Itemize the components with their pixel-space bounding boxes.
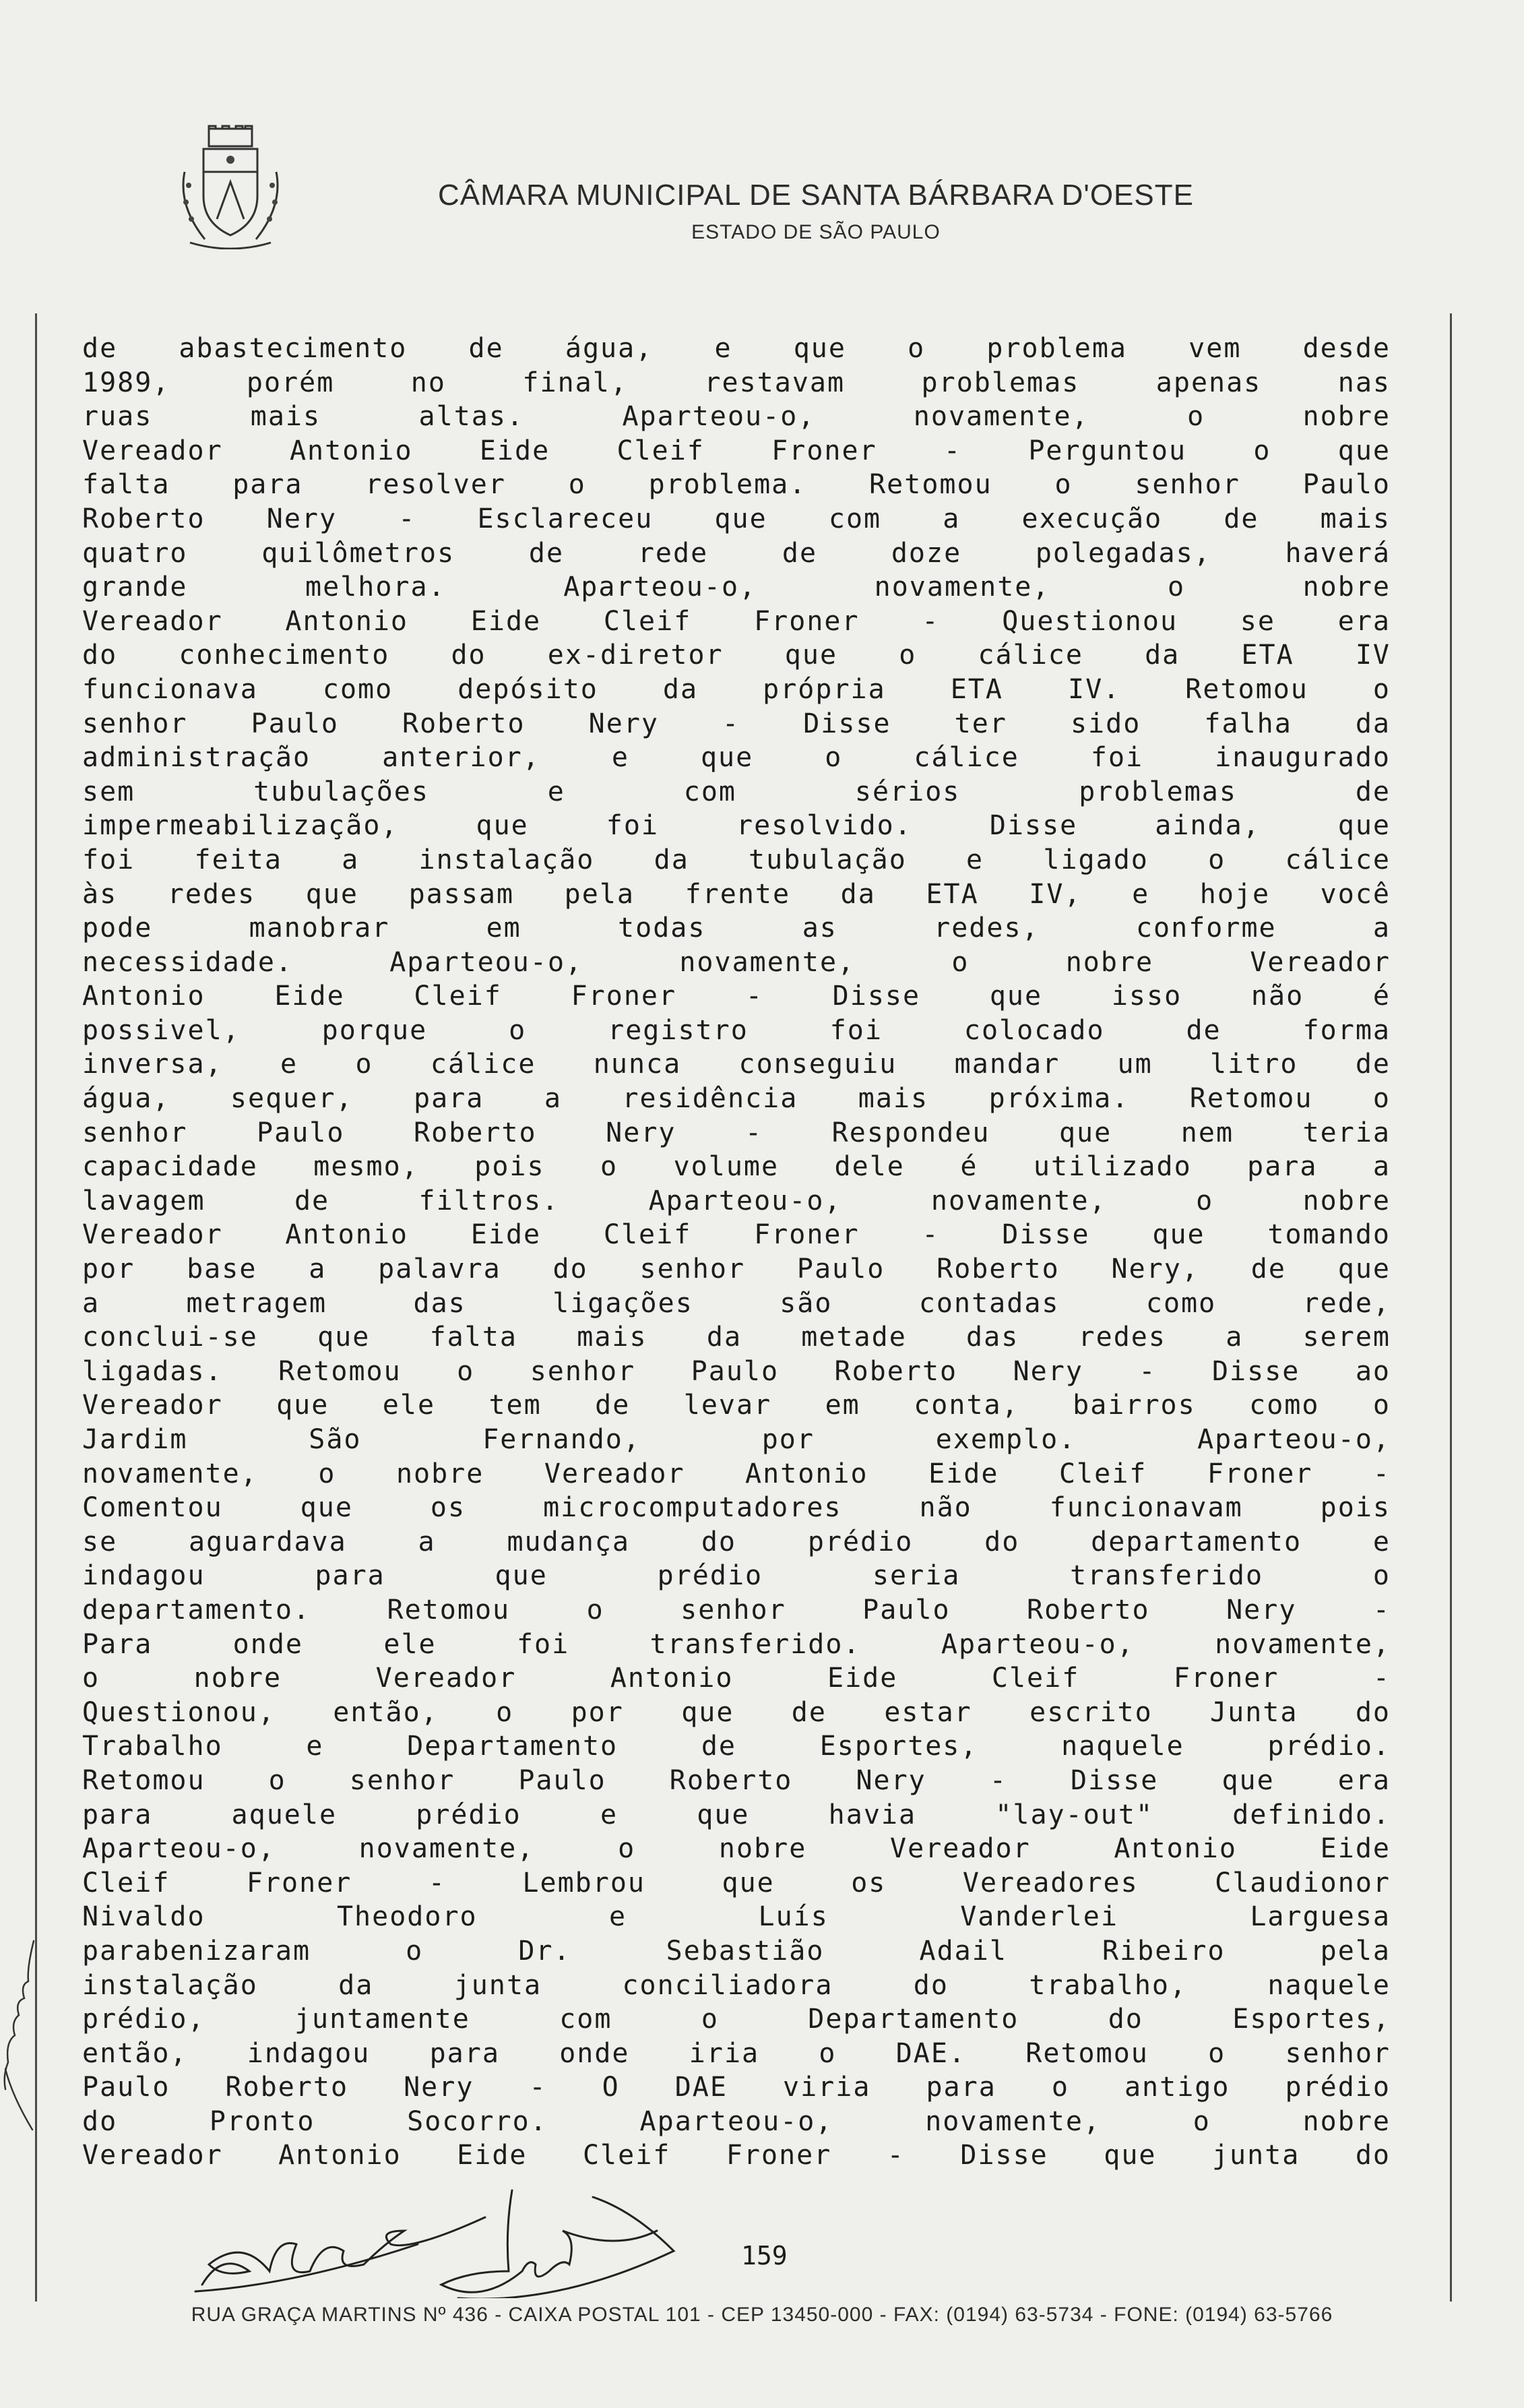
body-line: então, indagou para onde iria o DAE. Retomou o senhor xyxy=(82,2037,1391,2069)
body-line: conclui-se que falta mais da metade das redes a serem xyxy=(82,1322,1391,1353)
body-line: Jardim São Fernando, por exemplo. Aparteou-o, xyxy=(82,1424,1391,1455)
body-line: falta para resolver o problema. Retomou o senhor Paulo xyxy=(82,469,1391,501)
body-line: inversa, e o cálice nunca conseguiu mandar um litro de xyxy=(82,1049,1391,1080)
body-line: capacidade mesmo, pois o volume dele é utilizado para a xyxy=(82,1151,1391,1183)
body-line: prédio, juntamente com o Departamento do Esportes, xyxy=(82,2004,1391,2035)
state-name: ESTADO DE SÃO PAULO xyxy=(691,221,941,243)
body-line: ligadas. Retomou o senhor Paulo Roberto Nery - Disse ao xyxy=(82,1355,1391,1387)
body-line: Vereador Antonio Eide Cleif Froner - Questionou se era xyxy=(82,605,1391,637)
body-line: grande melhora. Aparteou-o, novamente, o nobre xyxy=(82,572,1391,603)
body-line: a metragem das ligações são contadas como rede, xyxy=(82,1287,1391,1319)
body-line: senhor Paulo Roberto Nery - Disse ter sido falha da xyxy=(82,708,1391,739)
body-line: do conhecimento do ex-diretor que o cálice da ETA IV xyxy=(82,640,1391,671)
body-line: 1989, porém no final, restavam problemas apenas nas xyxy=(82,367,1391,398)
body-line: Para onde ele foi transferido. Aparteou-o, novamente, xyxy=(82,1628,1391,1660)
body-line: pode manobrar em todas as redes, conforme a xyxy=(82,913,1391,944)
footer-address: RUA GRAÇA MARTINS Nº 436 - CAIXA POSTAL 101 - CEP 13450-000 - FAX: (0194) 63-5734 - FONE: (0194) 63-5766 xyxy=(191,2304,1333,2326)
body-line: necessidade. Aparteou-o, novamente, o nobre Vereador xyxy=(82,946,1391,978)
body-line: Paulo Roberto Nery - O DAE viria para o antigo prédio xyxy=(82,2072,1391,2103)
body-line: às redes que passam pela frente da ETA IV, e hoje você xyxy=(82,878,1391,910)
body-line: instalação da junta conciliadora do trabalho, naquele xyxy=(82,1969,1391,2001)
margin-initials-mark xyxy=(0,1934,40,2136)
institution-name: CÂMARA MUNICIPAL DE SANTA BÁRBARA D'OESTE xyxy=(438,179,1194,212)
body-line: senhor Paulo Roberto Nery - Respondeu que nem teria xyxy=(82,1117,1391,1148)
handwritten-signatures xyxy=(175,2177,728,2298)
body-line: Aparteou-o, novamente, o nobre Vereador Antonio Eide xyxy=(82,1833,1391,1865)
body-line: sem tubulações e com sérios problemas de xyxy=(82,776,1391,807)
body-line: ruas mais altas. Aparteou-o, novamente, o nobre xyxy=(82,401,1391,433)
body-line: se aguardava a mudança do prédio do departamento e xyxy=(82,1526,1391,1557)
body-line: Nivaldo Theodoro e Luís Vanderlei Larguesa xyxy=(82,1901,1391,1933)
body-line: Comentou que os microcomputadores não funcionavam pois xyxy=(82,1492,1391,1524)
body-line: Trabalho e Departamento de Esportes, naquele prédio. xyxy=(82,1731,1391,1762)
body-line: Vereador que ele tem de levar em conta, bairros como o xyxy=(82,1390,1391,1421)
body-line: foi feita a instalação da tubulação e ligado o cálice xyxy=(82,844,1391,875)
body-line: administração anterior, e que o cálice foi inaugurado xyxy=(82,742,1391,774)
body-line: Retomou o senhor Paulo Roberto Nery - Disse que era xyxy=(82,1764,1391,1796)
body-line: Roberto Nery - Esclareceu que com a execução de mais xyxy=(82,503,1391,534)
body-line: impermeabilização, que foi resolvido. Disse ainda, que xyxy=(82,810,1391,842)
body-line: para aquele prédio e que havia "lay-out" definido. xyxy=(82,1799,1391,1830)
body-line: o nobre Vereador Antonio Eide Cleif Froner - xyxy=(82,1663,1391,1694)
body-line: Vereador Antonio Eide Cleif Froner - Perguntou o que xyxy=(82,435,1391,466)
body-line: indagou para que prédio seria transferido o xyxy=(82,1560,1391,1592)
body-line: Antonio Eide Cleif Froner - Disse que isso não é xyxy=(82,981,1391,1012)
right-margin-rule xyxy=(1450,313,1452,2302)
body-line: Questionou, então, o por que de estar escrito Junta do xyxy=(82,1696,1391,1728)
body-line: novamente, o nobre Vereador Antonio Eide Cleif Froner - xyxy=(82,1458,1391,1489)
body-line: lavagem de filtros. Aparteou-o, novamente, o nobre xyxy=(82,1185,1391,1216)
minutes-body-text xyxy=(82,332,1391,2173)
page-number: 159 xyxy=(741,2241,788,2271)
body-line: Vereador Antonio Eide Cleif Froner - Disse que tomando xyxy=(82,1219,1391,1251)
body-line: por base a palavra do senhor Paulo Roberto Nery, de que xyxy=(82,1254,1391,1285)
body-line: Cleif Froner - Lembrou que os Vereadores Claudionor xyxy=(82,1867,1391,1898)
body-line: de abastecimento de água, e que o problema vem desde xyxy=(82,333,1391,364)
body-line: parabenizaram o Dr. Sebastião Adail Ribeiro pela xyxy=(82,1935,1391,1967)
body-line: Vereador Antonio Eide Cleif Froner - Disse que junta do xyxy=(82,2140,1391,2171)
body-line: departamento. Retomou o senhor Paulo Roberto Nery - xyxy=(82,1594,1391,1626)
body-line: funcionava como depósito da própria ETA IV. Retomou o xyxy=(82,673,1391,705)
body-line: quatro quilômetros de rede de doze polegadas, haverá xyxy=(82,537,1391,569)
body-line: água, sequer, para a residência mais próxima. Retomou o xyxy=(82,1083,1391,1115)
body-line: do Pronto Socorro. Aparteou-o, novamente, o nobre xyxy=(82,2105,1391,2137)
body-line: possivel, porque o registro foi colocado de forma xyxy=(82,1014,1391,1046)
